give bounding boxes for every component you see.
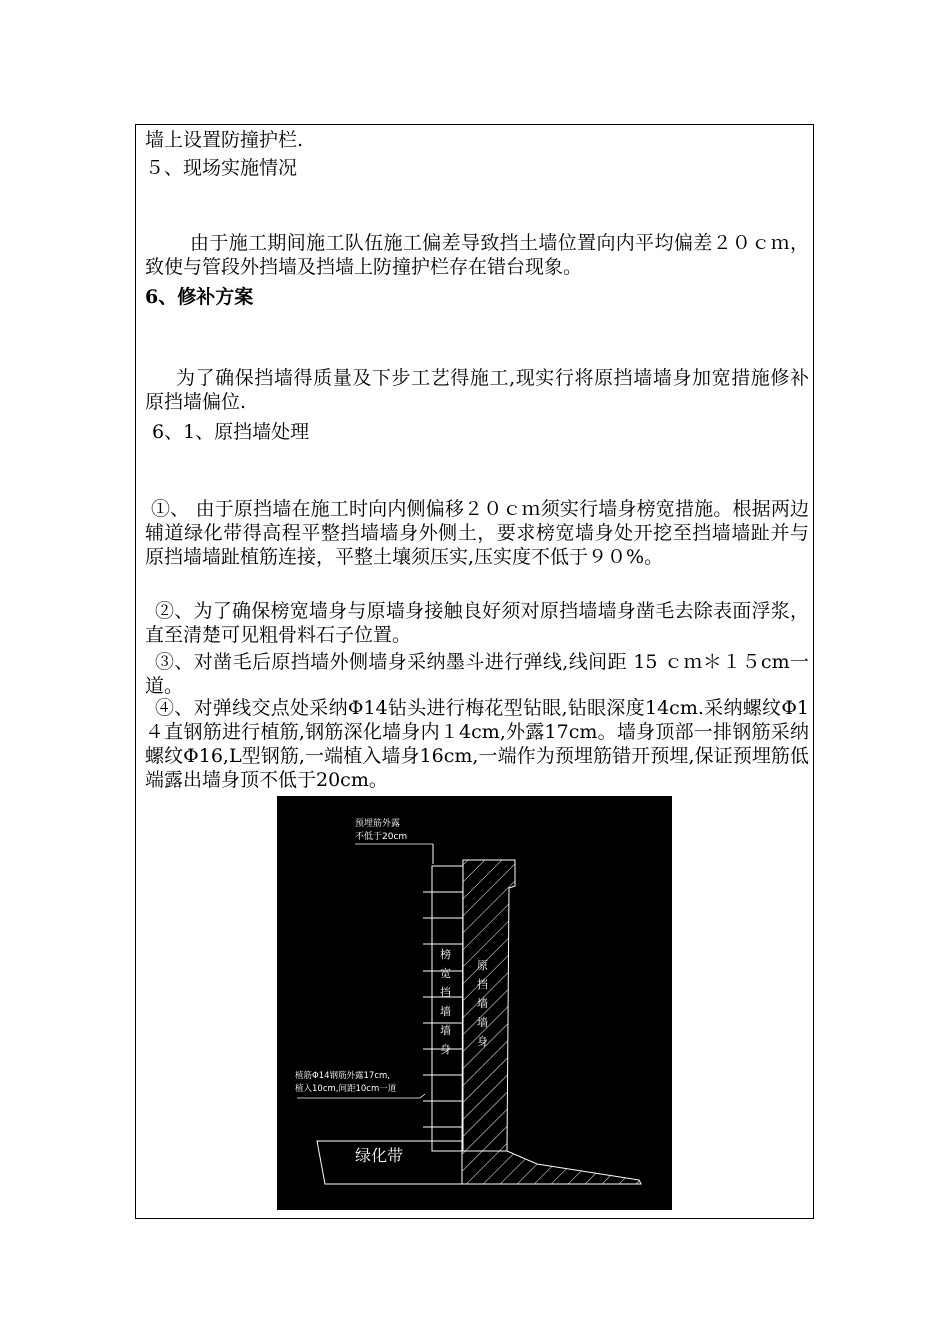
note-bottom-2: 植入10cm,间距10cm一道 [295, 1084, 397, 1094]
leader-bottom [297, 1094, 425, 1098]
label-new-wall-2: 宽 [440, 967, 451, 980]
green-belt-label: 绿化带 [355, 1146, 404, 1165]
list-item-3: ③、对凿毛后原挡墙外侧墙身采纳墨斗进行弹线,线间距 15 ｃｍ＊１５cm一道。 [145, 651, 809, 697]
retaining-wall-drawing [277, 796, 672, 1210]
label-old-wall-1: 原 [477, 959, 488, 972]
list-item-4: ④、对弹线交点处采纳Φ14钻头进行梅花型钻眼,钻眼深度14cm.采纳螺纹Φ1４直钢筋进行植筋,钢筋深化墙身内１4cm,外露17cm。墙身顶部一排钢筋采纳螺纹Φ16,L型钢筋,一端植入墙身16cm,一端作为预埋筋错开预埋,保证预埋筋低端露出墙身顶不低于20cm。 [145, 697, 809, 791]
note-bottom-1: 植筋Φ14钢筋外露17cm, [295, 1071, 390, 1081]
section-heading-5: ５、现场实施情况 [145, 157, 298, 179]
label-new-wall-1: 榜 [440, 948, 451, 961]
note-top-2: 不低于20cm [355, 832, 408, 842]
section-heading-6-1: 6、1、原挡墙处理 [152, 421, 310, 443]
label-old-wall-4: 墙 [477, 1016, 488, 1029]
list-item-1: ①、 由于原挡墙在施工时向内侧偏移２０ｃｍ须实行墙身榜宽措施。根据两边辅道绿化带得高程平整挡墙墙身外侧土，要求榜宽墙身处开挖至挡墙墙趾并与原挡墙墙趾植筋连接，平整土壤须压实,压实度不低于９０%。 [145, 498, 809, 568]
list-item-2: ②、为了确保榜宽墙身与原墙身接触良好须对原挡墙墙身凿毛去除表面浮浆，直至清楚可见粗骨料石子位置。 [145, 600, 809, 646]
foundation-hatch [462, 1151, 641, 1184]
paragraph-repair-plan: 为了确保挡墙得质量及下步工艺得施工,现实行将原挡墙墙身加宽措施修补原挡墙偏位. [145, 367, 809, 413]
label-old-wall-2: 挡 [477, 978, 488, 991]
label-old-wall-5: 身 [477, 1035, 488, 1048]
label-new-wall-3: 挡 [440, 986, 451, 999]
paragraph-site-status: 由于施工期间施工队伍施工偏差导致挡土墙位置向内平均偏差２０ｃｍ，致使与管段外挡墙及挡墙上防撞护栏存在错台现象。 [145, 232, 809, 278]
cad-drawing-svg [277, 796, 672, 1210]
text-line: 墙上设置防撞护栏. [145, 129, 304, 151]
label-new-wall-4: 墙 [440, 1005, 451, 1018]
section-heading-6: 6、修补方案 [145, 286, 254, 308]
original-wall-hatch [462, 860, 515, 1151]
label-old-wall-3: 墙 [477, 997, 488, 1010]
label-new-wall-5: 墙 [440, 1024, 451, 1037]
label-new-wall-6: 身 [440, 1043, 451, 1056]
note-top-1: 预埋筋外露 [355, 819, 401, 829]
